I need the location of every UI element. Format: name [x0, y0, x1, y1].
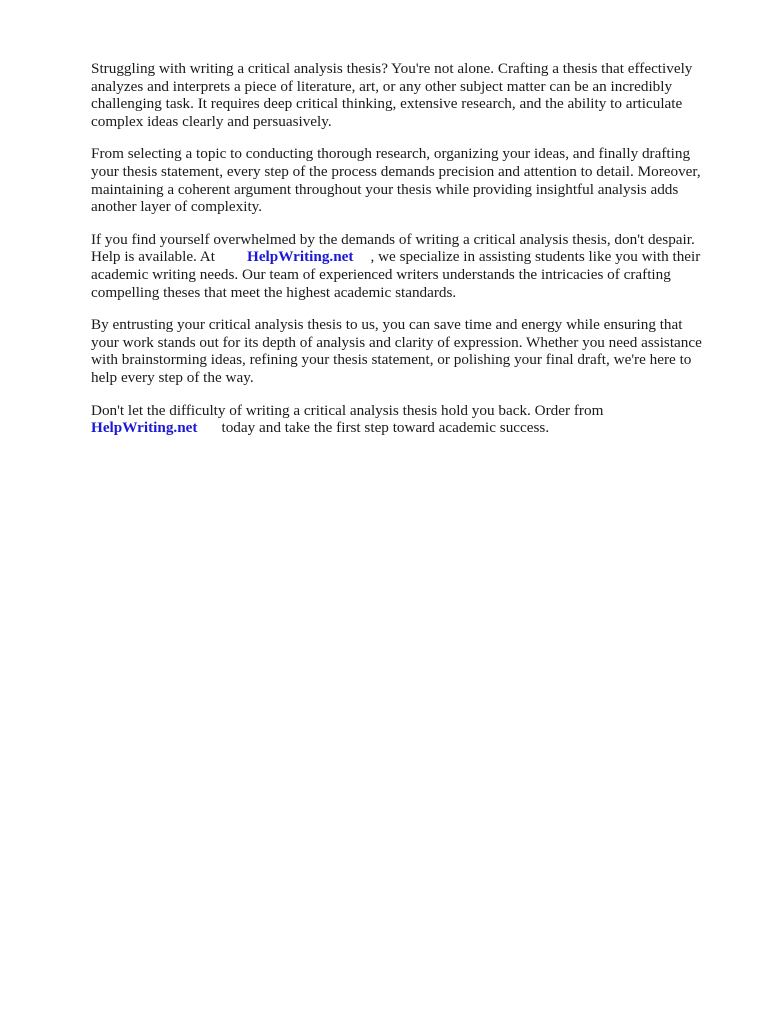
- text-line: From selecting a topic to conducting thorough research, organizing your ideas, and finally drafting: [91, 145, 691, 163]
- text-line: maintaining a coherent argument throughout your thesis while providing insightful analysis adds: [91, 180, 679, 198]
- paragraph-benefits: [91, 316, 721, 386]
- text-line: Struggling with writing a critical analysis thesis? You're not alone. Crafting a thesis that effectively: [91, 60, 693, 77]
- text-line: your thesis statement, every step of the process demands precision and attention to detail. Moreover,: [91, 162, 701, 180]
- text-line: academic writing needs. Our team of experienced writers understands the intricacies of crafting: [91, 265, 671, 283]
- text-line: complex ideas clearly and persuasively.: [91, 112, 332, 130]
- text-segment: Help is available. At: [91, 248, 215, 266]
- text-line: challenging task. It requires deep critical thinking, extensive research, and the ability to articulate: [91, 95, 683, 113]
- paragraph-process: [91, 145, 721, 215]
- paragraph-intro: [91, 60, 721, 130]
- text-line: your work stands out for its depth of analysis and clarity of expression. Whether you need assistance: [91, 333, 702, 351]
- paragraph-help: [91, 231, 721, 301]
- text-line: By entrusting your critical analysis thesis to us, you can save time and energy while ensuring that: [91, 316, 683, 334]
- text-line: Don't let the difficulty of writing a critical analysis thesis hold you back. Order from: [91, 401, 604, 419]
- text-line: compelling theses that meet the highest academic standards.: [91, 283, 457, 301]
- text-line: analyzes and interprets a piece of literature, art, or any other subject matter can be an incredibly: [91, 77, 673, 95]
- text-segment: today and take the first step toward academic success.: [221, 419, 550, 437]
- text-line: with brainstorming ideas, refining your thesis statement, or polishing your final draft, we're here to: [91, 351, 692, 369]
- helpwriting-link[interactable]: HelpWriting.net: [247, 248, 354, 266]
- text-line: [91, 419, 721, 437]
- helpwriting-link[interactable]: HelpWriting.net: [91, 419, 198, 437]
- paragraph-cta: [91, 402, 721, 437]
- text-segment: , we specialize in assisting students like you with their: [370, 248, 701, 266]
- text-line: help every step of the way.: [91, 368, 254, 386]
- text-line: another layer of complexity.: [91, 198, 263, 216]
- document-body: [91, 60, 721, 452]
- text-line: If you find yourself overwhelmed by the demands of writing a critical analysis thesis, don't despair.: [91, 230, 695, 248]
- text-line: [91, 248, 721, 266]
